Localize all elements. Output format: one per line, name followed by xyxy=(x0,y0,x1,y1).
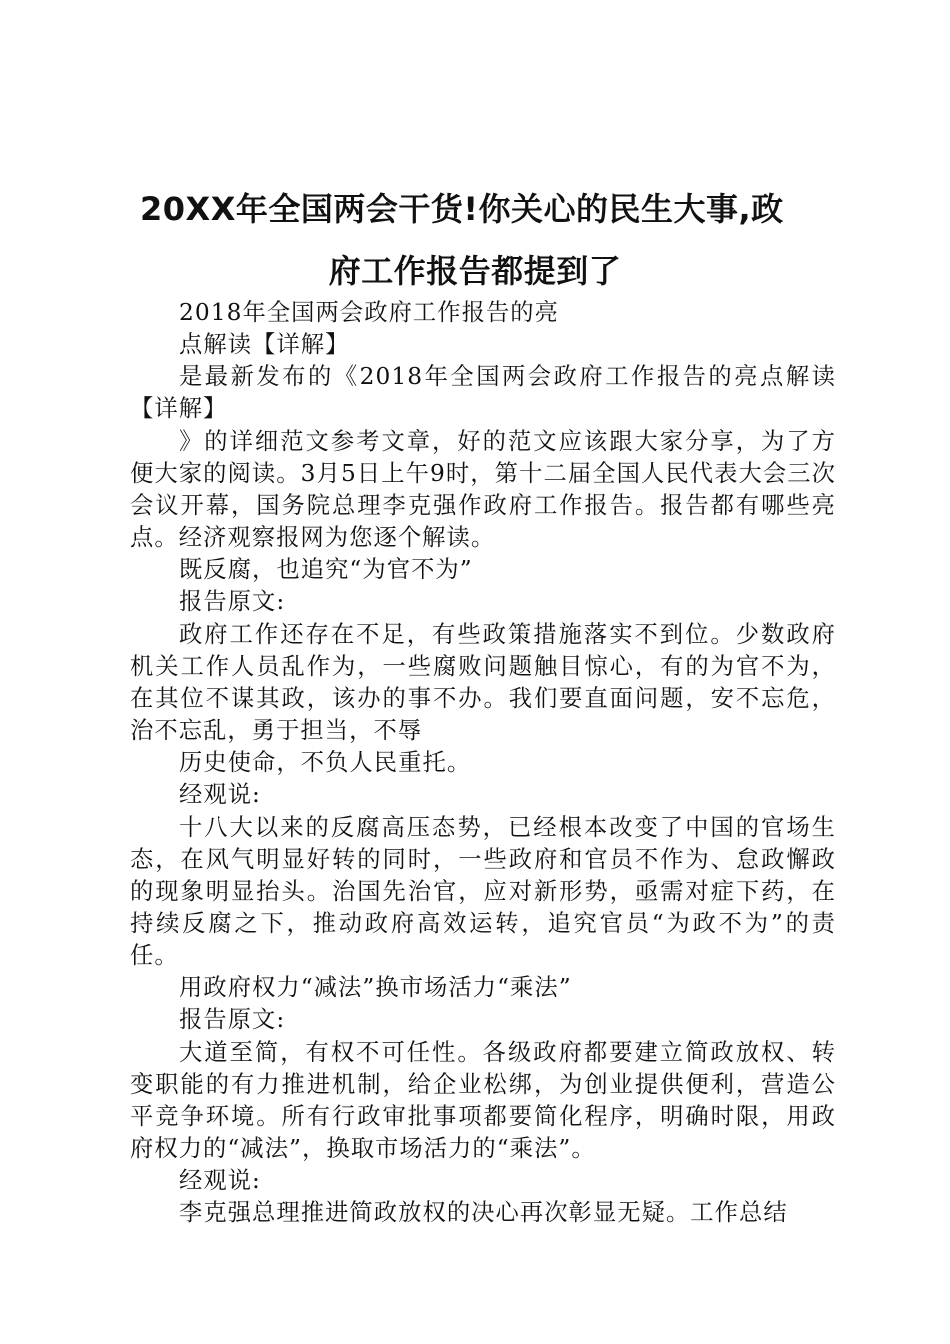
body-paragraph: 历史使命，不负人民重托。 xyxy=(179,749,472,777)
document-body xyxy=(130,297,836,1230)
body-paragraph: 经观说: xyxy=(179,781,261,809)
body-paragraph: 报告原文: xyxy=(179,588,286,616)
document-title-line-1: 20XX年全国两会干货!你关心的民生大事,政 xyxy=(140,190,784,228)
document-title-line-2: 府工作报告都提到了 xyxy=(328,252,622,290)
body-paragraph: 经观说: xyxy=(179,1167,261,1195)
body-paragraph: 点解读【详解】 xyxy=(179,331,350,359)
body-paragraph: 报告原文: xyxy=(179,1006,286,1034)
body-paragraph: 是最新发布的《2018年全国两会政府工作报告的亮点解读【详解】 xyxy=(130,363,836,423)
body-paragraph: 大道至简，有权不可任性。各级政府都要建立简政放权、转变职能的有力推进机制，给企业松绑，为创业提供便利，营造公平竞争环境。所有行政审批事项都要简化程序，明确时限，用政府权力的“减法”，换取市场活力的“乘法”。 xyxy=(130,1038,836,1163)
body-paragraph: 政府工作还存在不足，有些政策措施落实不到位。少数政府机关工作人员乱作为，一些腐败问题触目惊心，有的为官不为，在其位不谋其政，该办的事不办。我们要直面问题，安不忘危，治不忘乱，勇于担当，不辱 xyxy=(130,620,836,745)
body-paragraph: 十八大以来的反腐高压态势，已经根本改变了中国的官场生态，在风气明显好转的同时，一些政府和官员不作为、怠政懈政的现象明显抬头。治国先治官，应对新形势，亟需对症下药，在持续反腐之下，推动政府高效运转，追究官员“为政不为”的责任。 xyxy=(130,813,836,970)
body-paragraph: 2018年全国两会政府工作报告的亮 xyxy=(179,299,559,326)
section-heading: 用政府权力“减法”换市场活力“乘法” xyxy=(179,974,572,1002)
body-paragraph: 李克强总理推进简政放权的决心再次彰显无疑。工作总结 xyxy=(179,1199,788,1227)
body-paragraph: 》的详细范文参考文章，好的范文应该跟大家分享，为了方便大家的阅读。3月5日上午9时，第十二届全国人民代表大会三次会议开幕，国务院总理李克强作政府工作报告。报告都有哪些亮点。经济观察报网为您逐个解读。 xyxy=(130,427,836,552)
section-heading: 既反腐，也追究“为官不为” xyxy=(179,556,473,584)
